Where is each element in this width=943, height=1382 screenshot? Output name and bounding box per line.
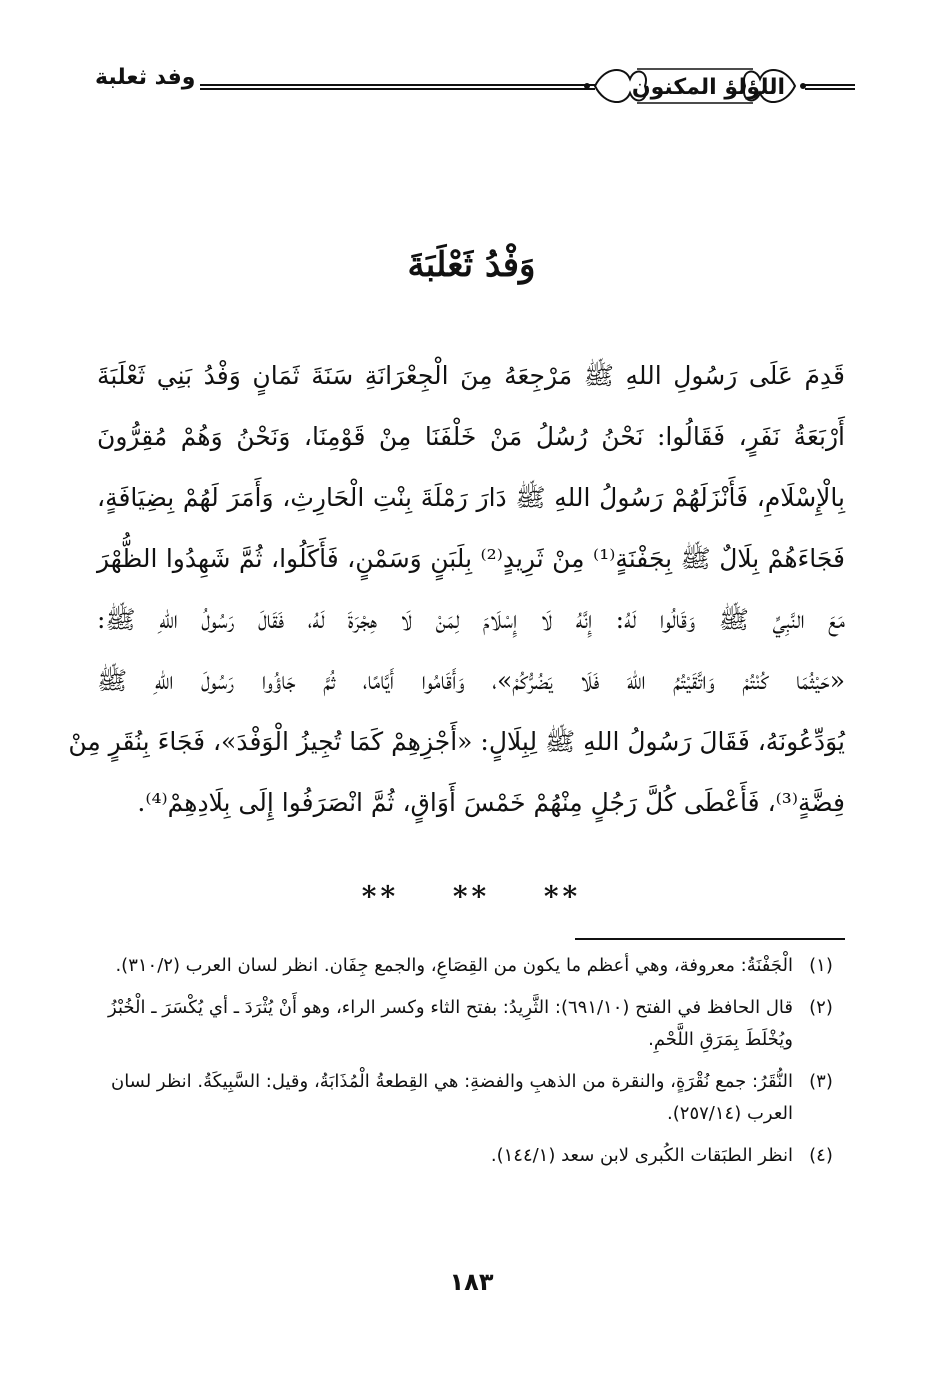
body-line: مَعَ النَّبِيِّ ﷺ وَقَالُوا لَهُ: إِنَّهُ لَا إِسْلَامَ لِمَنْ لَا هِجْرَةَ لَهُ، فَقَالَ رَسُولُ اللهِ ﷺ: <box>97 605 845 634</box>
body-text <box>68 345 845 833</box>
footnote-number: (٤) <box>809 1145 833 1166</box>
body-line: «حَيْثُمَا كُنْتُمْ وَاتَّقَيْتُمُ اللهَ فَلَا يَضُرُّكُمْ»، وَأَقَامُوا أَيَّامًا، ثُمَّ جَاؤُوا رَسُولَ اللهِ ﷺ <box>97 666 845 695</box>
footnote-text: قال الحافظ في الفتح (٦٩١/١٠): الثَّرِيدُ: بفتح الثاء وكسر الراء، وهو أَنْ يُثْرَدَ ـ أي يُكْسَرَ ـ الْخُبْزُ ويُخْلَطَ بِمَرَقِ اللَّحْمِ. <box>108 997 793 1050</box>
footnote-divider <box>575 938 845 940</box>
body-line: فِضَّةٍ⁽³⁾، فَأَعْطَى كُلَّ رَجُلٍ مِنْهُمْ خَمْسَ أَوَاقٍ، ثُمَّ انْصَرَفُوا إِلَى بِلَادِهِمْ⁽⁴⁾. <box>137 788 845 817</box>
footnote-number: (٣) <box>809 1071 833 1092</box>
footnote-text: النُّقَرُ: جمع نُقْرَةٍ، والنقرة من الذهبِ والفضةِ: هي القِطعةُ الْمُذَابَةُ، وقيل: السَّبِيكَةُ. انظر لسان العرب (٢٥٧/١٤). <box>110 1071 793 1124</box>
separator-mark: ** <box>361 880 400 913</box>
footnote-number: (٢) <box>809 997 833 1018</box>
body-line: أَرْبَعَةُ نَفَرٍ، فَقَالُوا: نَحْنُ رُسُلُ مَنْ خَلْفَنَا مِنْ قَوْمِنَا، وَنَحْنُ وَهُمْ مُقِرُّونَ <box>97 422 845 451</box>
running-header <box>95 55 855 125</box>
footnote <box>98 950 843 982</box>
footnote <box>98 992 843 1056</box>
section-separator <box>0 880 943 913</box>
footnote <box>98 1140 843 1172</box>
body-line: يُوَدِّعُونَهُ، فَقَالَ رَسُولُ اللهِ ﷺ لِبِلَالٍ: «أَجْزِهِمْ كَمَا تُجِيزُ الْوَفْدَ»، فَجَاءَ بِنُقَرٍ مِنْ <box>68 727 845 756</box>
book-title: اللؤلؤ المكنون <box>631 75 785 100</box>
chapter-name: وفد ثعلبة <box>95 65 196 90</box>
body-line: بِالْإِسْلَامِ، فَأَنْزَلَهُمْ رَسُولُ اللهِ ﷺ دَارَ رَمْلَةَ بِنْتِ الْحَارِثِ، وَأَمَرَ لَهُمْ بِضِيَافَةٍ، <box>97 483 845 512</box>
page-number: ١٨٣ <box>449 1268 494 1296</box>
header-rule-left-top <box>200 84 595 86</box>
footnote-text: الْجَفْنَةُ: معروفة، وهي أعظم ما يكون من القِصَاعِ، والجمع جِفَان. انظر لسان العرب (٣١٠/٢). <box>115 955 793 976</box>
separator-mark: ** <box>543 880 582 913</box>
footnote <box>98 1066 843 1130</box>
header-rule-left-bottom <box>200 88 595 90</box>
footnotes <box>98 950 843 1182</box>
body-line: فَجَاءَهُمْ بِلَالٌ ﷺ بِجَفْنَةٍ⁽¹⁾ مِنْ ثَرِيدٍ⁽²⁾ بِلَبَنٍ وَسَمْنٍ، فَأَكَلُوا، ثُمَّ شَهِدُوا الظُّهْرَ <box>97 544 845 573</box>
body-line: قَدِمَ عَلَى رَسُولِ اللهِ ﷺ مَرْجِعَهُ مِنَ الْجِعْرَانَةِ سَنَةَ ثَمَانٍ وَفْدُ بَنِي ثَعْلَبَةَ <box>97 361 845 390</box>
separator-mark: ** <box>452 880 491 913</box>
section-heading: وَفْدُ ثَعْلَبَةَ <box>407 245 536 285</box>
footnote-text: انظر الطبَقات الكُبرى لابن سعد (١٤٤/١). <box>490 1145 793 1166</box>
footnote-number: (١) <box>809 955 833 976</box>
